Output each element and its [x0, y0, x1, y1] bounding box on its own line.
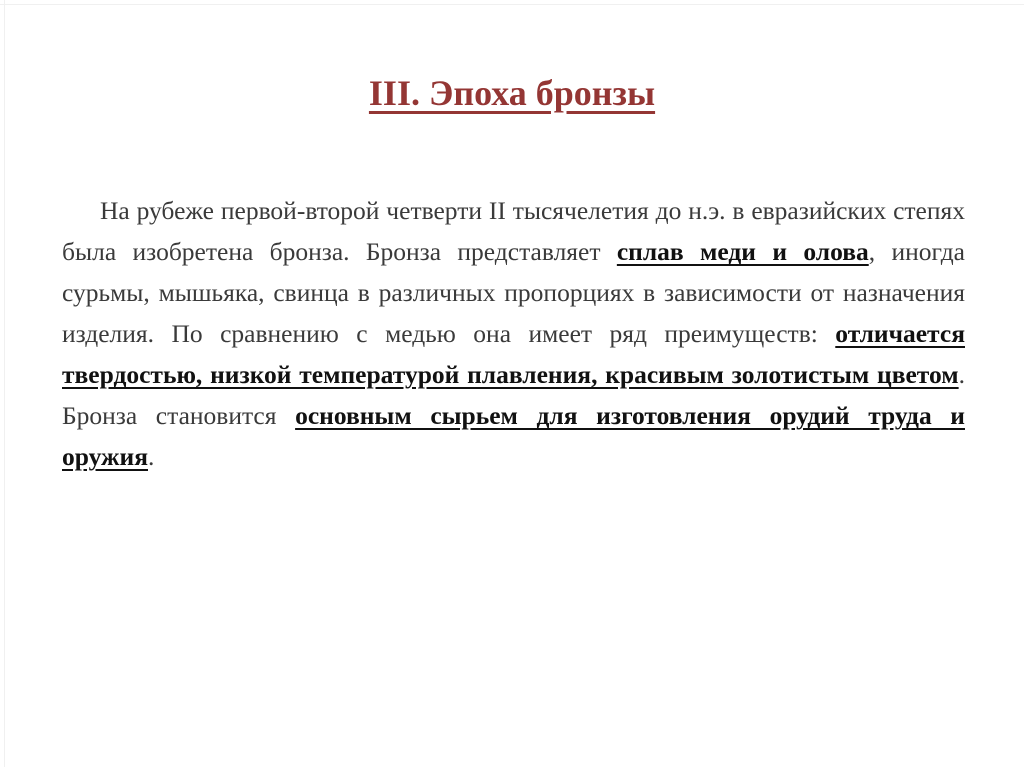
text-segment: , иногда сурьмы, мышьяка, свинца в различных пропорциях в зависимости от назначения изделия. По сравнению с медью она имеет ряд преимуществ: [62, 237, 965, 348]
slide-title [0, 72, 1024, 114]
text-segment: . [148, 442, 155, 471]
emphasis-advantages: отличается твердостью, низкой температурой плавления, красивым золотистым цветом [62, 319, 965, 389]
text-segment: На рубеже первой-второй четверти II тысячелетия до н.э. в евразийских степях была изобретена бронза. Бронза представляет [62, 196, 965, 266]
emphasis-raw-material: основным сырьем для изготовления орудий труда и оружия [62, 401, 965, 471]
slide-border-top [0, 4, 1024, 5]
text-segment: . Бронза становится [62, 360, 965, 430]
slide-border-left [4, 0, 5, 767]
slide-title-text: III. Эпоха бронзы [368, 73, 656, 113]
slide-body-paragraph [62, 190, 965, 477]
emphasis-alloy: сплав меди и олова [616, 237, 869, 266]
